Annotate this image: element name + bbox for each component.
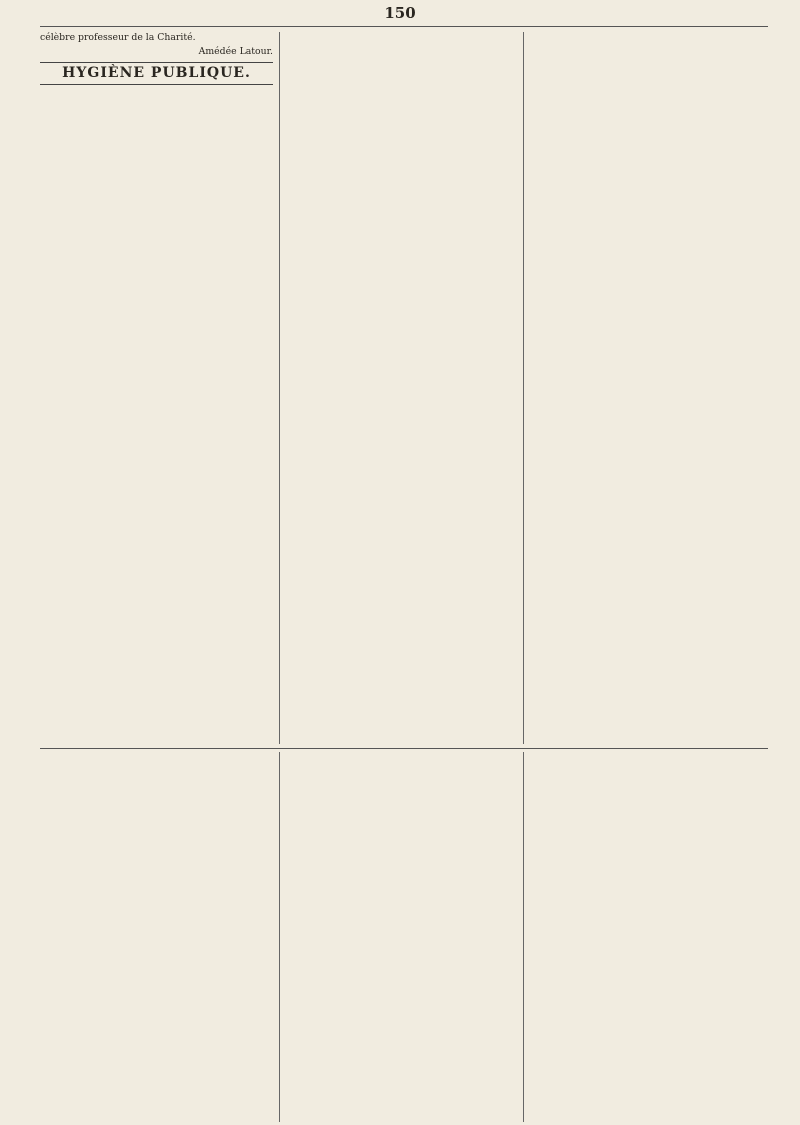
column-separator (523, 32, 524, 744)
divider (40, 62, 273, 63)
column-2 (285, 32, 517, 744)
column-5 (285, 752, 517, 1122)
fold-rule (40, 748, 768, 749)
column-3 (529, 32, 768, 744)
column-separator (279, 32, 280, 744)
section-title: HYGIÈNE PUBLIQUE. (62, 65, 251, 82)
column-separator (523, 752, 524, 1122)
column-separator (279, 752, 280, 1122)
column-4 (40, 752, 273, 1122)
signature: Amédée Latour. (198, 45, 273, 57)
column-6 (529, 752, 768, 1122)
header-rule (40, 26, 768, 27)
divider (40, 84, 273, 85)
column-1 (40, 32, 273, 744)
paragraph: célèbre professeur de la Charité. (40, 32, 196, 43)
page-number: 150 (384, 4, 416, 22)
